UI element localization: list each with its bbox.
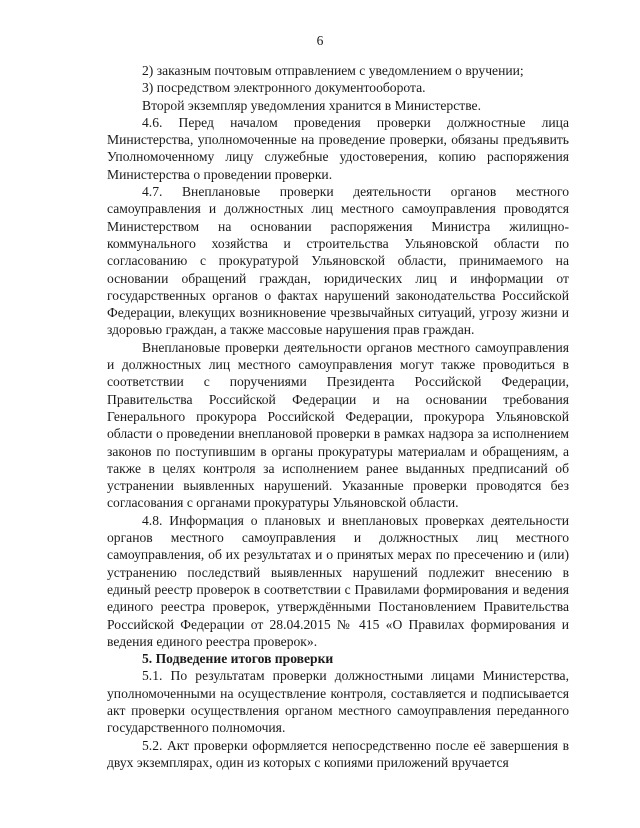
paragraph: Внеплановые проверки деятельности органов местного самоуправления и должностных лиц местного самоуправления могут также проводиться в соответствии с поручениями Президента Российской Федерации, Правительства Российской Федерации и на основании требования Генерального прокурора Российской Федерации, прокурора Ульяновской области о проведении внеплановой проверки в рамках надзора за исполнением законов по поступившим в органы прокуратуры материалам и обращениям, а также в целях контроля за исполнением ранее выданных предписаний об устранении выявленных нарушений. Указанные проверки проводятся без согласования с органами прокуратуры Ульяновской области.	[107, 339, 569, 511]
paragraph-4-8: 4.8. Информация о плановых и внеплановых проверках деятельности органов местного самоуправления и должностных лиц местного самоуправления, об их результатах и о принятых мерах по пресечению и (или) устранению последствий выявленных нарушений подлежит внесению в единый реестр проверок в соответствии с Правилами формирования и ведения единого реестра проверок, утверждёнными Постановлением Правительства Российской Федерации от 28.04.2015 № 415 «О Правилах формирования и ведения единого реестра проверок».	[107, 512, 569, 649]
paragraph-4-6: 4.6. Перед началом проведения проверки должностные лица Министерства, уполномоченные на проведение проверки, обязаны предъявить Уполномоченному лицу служебные удостоверения, копию распоряжения Министерства о проведении проверки.	[107, 114, 569, 182]
paragraph: 2) заказным почтовым отправлением с уведомлением о вручении;	[142, 63, 524, 78]
page-number: 6	[316, 33, 324, 48]
paragraph: Второй экземпляр уведомления хранится в Министерстве.	[142, 97, 481, 113]
document-body	[107, 62, 569, 771]
paragraph: 3) посредством электронного документооборота.	[142, 80, 426, 96]
paragraph-5-1: 5.1. По результатам проверки должностными лицами Министерства, уполномоченными на осуществление контроля, составляется и подписывается акт проверки осуществления органом местного самоуправления переданного государственного полномочия.	[107, 668, 569, 736]
paragraph-5-2: 5.2. Акт проверки оформляется непосредственно после её завершения в двух экземплярах, один из которых с копиями приложений вручается	[107, 737, 569, 770]
paragraph-4-7: 4.7. Внеплановые проверки деятельности органов местного самоуправления и должностных лиц местного самоуправления проводятся Министерством на основании распоряжения Министра жилищно-коммунального хозяйства и строительства Ульяновской области по согласованию с прокуратурой Ульяновской области, принимаемого на основании обращений граждан, юридических лиц и информации от государственных органов о фактах нарушений законодательства Российской Федерации, влекущих возникновение чрезвычайных ситуаций, угрозу жизни и здоровью граждан, а также массовые нарушения прав граждан.	[107, 184, 569, 338]
section-heading: 5. Подведение итогов проверки	[142, 651, 334, 667]
